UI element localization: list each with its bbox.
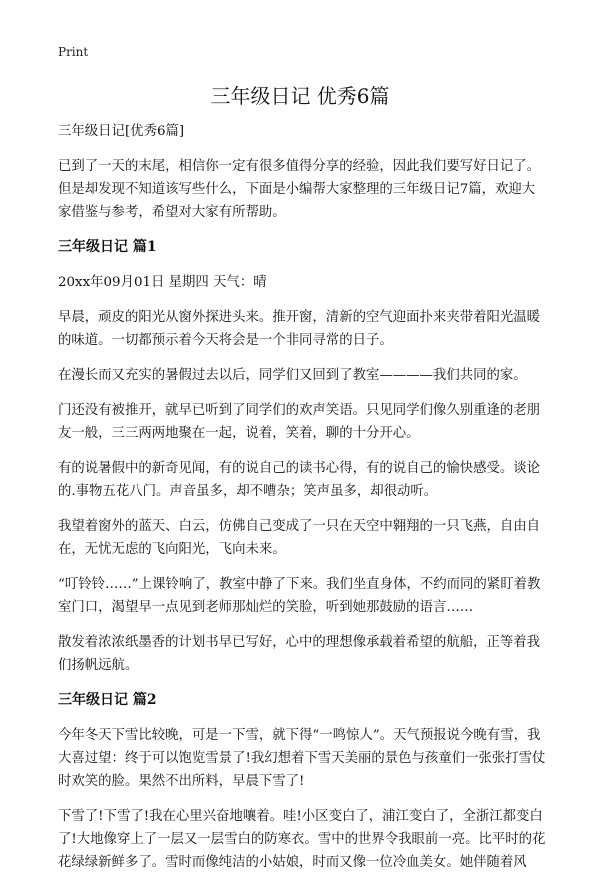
section-heading: 三年级日记 篇2: [58, 692, 157, 708]
paragraph: 早晨，顽皮的阳光从窗外探进头来。推开窗，清新的空气迎面扑来夹带着阳光温暖的味道。一切都预示着今天将会是一个非同寻常的日子。: [58, 310, 541, 348]
section-heading: 三年级日记 篇1: [58, 239, 157, 255]
article-subtitle: 三年级日记[优秀6篇]: [58, 124, 185, 139]
paragraph: 在漫长而又充实的暑假过去以后，同学们又回到了教室————我们共同的家。: [58, 368, 527, 383]
intro-paragraph: 已到了一天的末尾，相信你一定有很多值得分享的经验，因此我们要写好日记了。但是却发现不知道该写些什么，下面是小编帮大家整理的三年级日记7篇，欢迎大家借鉴与参考，希望对大家有所帮助。: [58, 159, 541, 220]
paragraph: 今年冬天下雪比较晚，可是一下雪，就下得“一鸣惊人”。天气预报说今晚有雪，我大喜过望：终于可以饱览雪景了!我幻想着下雪天美丽的景色与孩童们一张张打雪仗时欢笑的脸。果然不出所料，早晨下雪了!: [58, 728, 546, 789]
paragraph: 下雪了!下雪了!我在心里兴奋地嚷着。哇!小区变白了，浦江变白了，全浙江都变白了!大地像穿上了一层又一层雪白的防寒衣。雪中的世界令我眼前一亮。比平时的花花绿绿新鲜多了。雪时而像纯洁的小姑娘，时而又像一位冷血美女。她伴随着风: [58, 809, 546, 870]
date-line: 20xx年09月01日 星期四 天气：晴: [58, 275, 267, 290]
paragraph: 有的说暑假中的新奇见闻，有的说自己的读书心得，有的说自己的愉快感受。谈论的.事物五花八门。声音虽多，却不嘈杂；笑声虽多，却很动听。: [58, 461, 541, 499]
article-body: [58, 120, 548, 886]
paragraph: 门还没有被推开，就早已听到了同学们的欢声笑语。只见同学们像久别重逢的老朋友一般，三三两两地聚在一起，说着，笑着，聊的十分开心。: [58, 403, 541, 441]
page-title: 三年级日记 优秀6篇: [210, 84, 390, 108]
print-link[interactable]: Print: [58, 45, 89, 59]
paragraph: 散发着浓浓纸墨香的计划书早已写好，心中的理想像承载着希望的航船，正等着我们扬帆远航。: [58, 635, 541, 673]
paragraph: “叮铃铃……”上课铃响了，教室中静了下来。我们坐直身体，不约而同的紧盯着教室门口，渴望早一点见到老师那灿烂的笑脸，听到她那鼓励的语言……: [58, 577, 541, 615]
paragraph: 我望着窗外的蓝天、白云，仿佛自己变成了一只在天空中翱翔的一只飞燕，自由自在，无忧无虑的飞向阳光，飞向未来。: [58, 519, 541, 557]
